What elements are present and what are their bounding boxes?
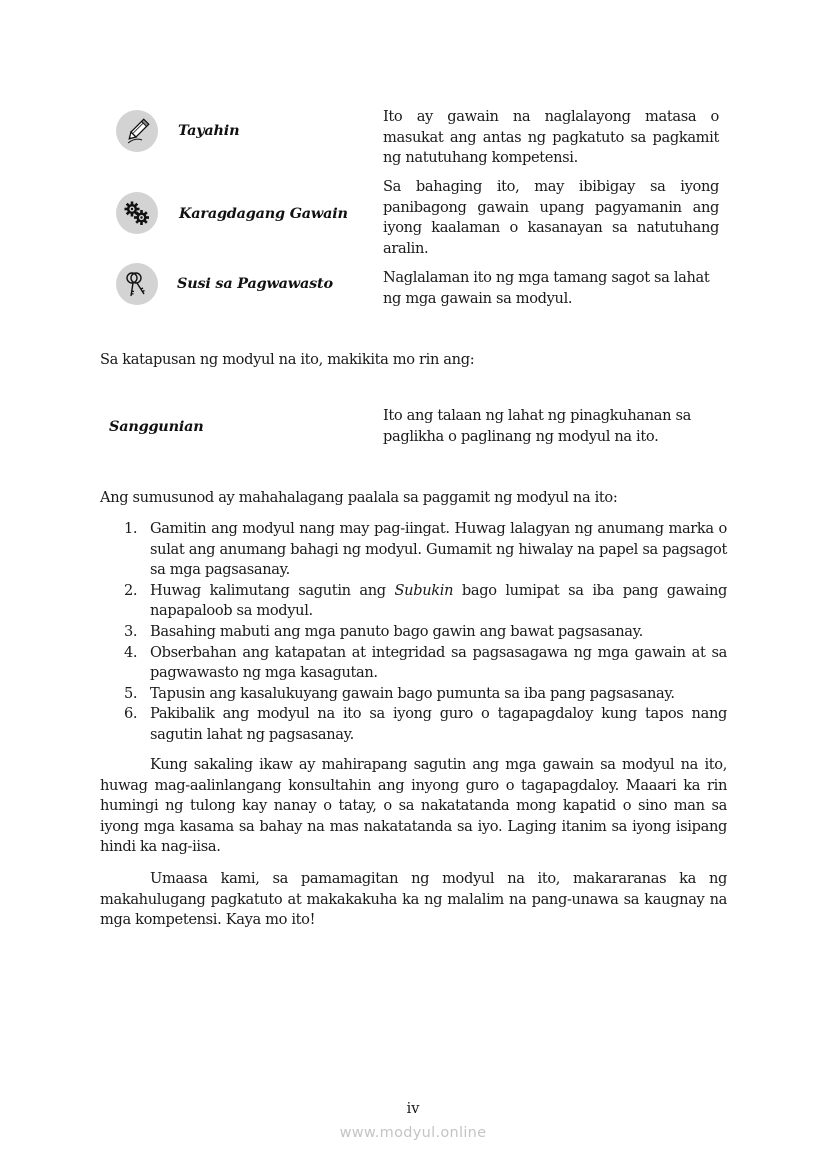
list-number: 2. [124,581,138,599]
legend-label: Karagdagang Gawain [179,205,348,222]
gears-icon [116,192,158,234]
legend-description: Naglalaman ito ng mga tamang sagot sa lahat ng mga gawain sa modyul. [383,269,710,307]
list-number: 5. [124,684,138,702]
list-text: Huwag kalimutang sagutin ang [150,581,395,599]
list-text: Obserbahan ang katapatan at integridad sa pagsasagawa ng mga gawain at sa pagwawasto ng mga kasagutan. [150,643,727,682]
closing-paragraph: Umaasa kami, sa pamamagitan ng modyul na ito, makararanas ka ng makahulugang pagkatuto at makakakuha ka ng malalim na pang-unawa sa kaugnay na mga kompetensi. Kaya mo ito! [100,870,727,929]
legend-row-tayahin [116,110,158,152]
list-text: bago lumipat sa iba pang gawaing napapaloob sa modyul. [150,581,727,620]
legend-label: Susi sa Pagwawasto [177,275,333,292]
pencil-icon [116,110,158,152]
keys-icon [116,263,158,305]
watermark-link[interactable]: www.modyul.online [339,1125,487,1141]
reminders-list [100,519,727,746]
list-text: Gamitin ang modyul nang may pag-iingat. Huwag lalagyan ng anumang marka o sulat ang anumang bahagi ng modyul. Gumamit ng hiwalay na papel sa pagsagot sa mga pagsasanay. [150,520,727,579]
list-text-emphasis: Subukin [394,581,454,599]
list-number: 1. [124,520,138,537]
list-number: 3. [124,622,138,640]
legend-row-susi-sa-pagwawasto [116,263,158,305]
list-number: 6. [124,705,138,723]
sanggunian-description: Ito ang talaan ng lahat ng pinagkuhanan sa paglikha o paglinang ng modyul na ito. [383,407,691,445]
list-item [100,581,727,622]
page-number: iv [406,1101,420,1117]
list-item [100,684,727,705]
reminders-intro-text: Ang sumusunod ay mahahalagang paalala sa paggamit ng modyul na ito: [100,489,618,506]
legend-row-karagdagang-gawain [116,192,158,234]
list-item [100,704,727,745]
list-item [100,622,727,643]
sanggunian-label: Sanggunian [109,418,204,435]
list-text: Basahing mabuti ang mga panuto bago gawin ang bawat pagsasanay. [150,622,643,640]
list-text: Tapusin ang kasalukuyang gawain bago pumunta sa iba pang pagsasanay. [150,684,675,702]
end-intro-text: Sa katapusan ng modyul na ito, makikita mo rin ang: [100,351,475,368]
list-text: Pakibalik ang modyul na ito sa iyong guro o tagapagdaloy kung tapos nang sagutin lahat ng pagsasanay. [150,705,727,743]
legend-label: Tayahin [178,122,240,139]
legend-description: Ito ay gawain na naglalayong matasa o masukat ang antas ng pagkatuto sa pagkamit ng natutuhang kompetensi. [383,108,719,167]
legend-description: Sa bahaging ito, may ibibigay sa iyong panibagong gawain upang pagyamanin ang iyong kaalaman o kasanayan sa natutuhang aralin. [383,178,719,257]
list-item [100,643,727,684]
list-number: 4. [124,643,138,661]
list-item [100,519,727,581]
help-paragraph: Kung sakaling ikaw ay mahirapang sagutin ang mga gawain sa modyul na ito, huwag mag-aalinlangang konsultahin ang inyong guro o tagapagdaloy. Maaari ka rin humingi ng tulong kay nanay o tatay, o sa nakatatanda mong kapatid o sino man sa iyong mga kasama sa bahay na mas nakatatanda sa iyo. Laging itanim sa iyong isipang hindi ka nag-iisa. [100,756,727,856]
